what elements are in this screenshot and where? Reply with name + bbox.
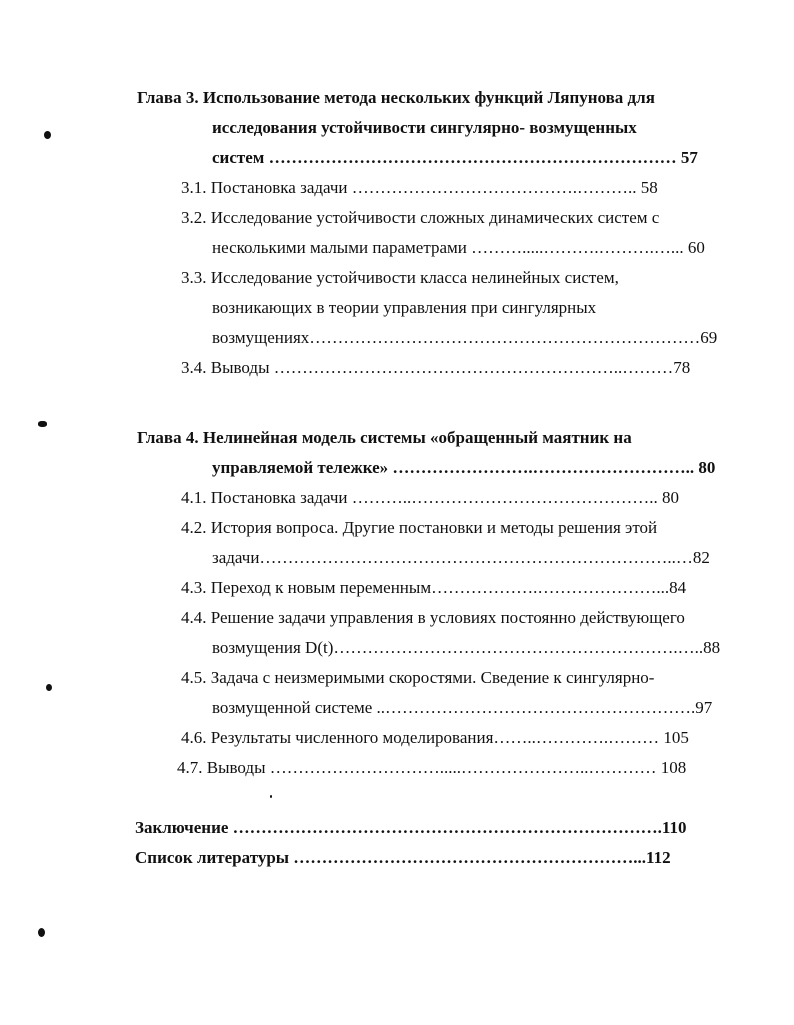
toc-entry-3-3-cont: возникающих в теории управления при сингулярных: [212, 298, 597, 317]
toc-entry-4-5-cont: возмущенной системе ..……………………………………………….97: [212, 698, 713, 717]
scan-mark-dot: [46, 684, 52, 691]
toc-entry-conclusion: Заключение ………………………………………………………………….110: [135, 818, 687, 837]
toc-entry-4-4-cont: возмущения D(t)…………………………………………………….…..88: [212, 638, 721, 657]
toc-entry-4-6: 4.6. Результаты численного моделирования……..………….……… 105: [181, 728, 689, 747]
toc-entry-3-3: 3.3. Исследование устойчивости класса нелинейных систем,: [181, 268, 619, 287]
toc-entry-3-2-cont: несколькими малыми параметрами ……….....……….……….…... 60: [212, 238, 705, 257]
scan-mark-dot: [38, 421, 47, 427]
toc-entry-3-3-cont-2: возмущениях……………………………………………………………69: [212, 328, 718, 347]
scan-mark-dot: [38, 928, 45, 937]
toc-entry-4-5: 4.5. Задача с неизмеримыми скоростями. Сведение к сингулярно-: [181, 668, 655, 687]
chapter-4-title-line-2: управляемой тележке» …………………….……………………….. 80: [212, 458, 716, 477]
chapter-3-heading: Глава 3. Использование метода нескольких функций Ляпунова для: [137, 88, 655, 107]
toc-entry-3-4: 3.4. Выводы ……………………………………………………..………78: [181, 358, 691, 377]
toc-entry-4-3: 4.3. Переход к новым переменным……………….…………………...84: [181, 578, 687, 597]
toc-entry-4-4: 4.4. Решение задачи управления в условиях постоянно действующего: [181, 608, 685, 627]
toc-entry-4-2-cont: задачи………………………………………………………………..…82: [212, 548, 710, 567]
toc-entry-references: Список литературы ……………………………………………………...112: [135, 848, 671, 867]
chapter-4-heading: Глава 4. Нелинейная модель системы «обращенный маятник на: [137, 428, 632, 447]
toc-entry-4-1: 4.1. Постановка задачи ………..…………………………………….. 80: [181, 488, 680, 507]
toc-entry-4-7: 4.7. Выводы ………………………….....…………………..………… 108: [177, 758, 687, 777]
scan-mark-speck: [270, 795, 272, 798]
chapter-3-title-line-3: систем ……………………………………………………………… 57: [212, 148, 698, 167]
scan-mark-dot: [44, 131, 51, 139]
toc-entry-3-2: 3.2. Исследование устойчивости сложных динамических систем с: [181, 208, 660, 227]
toc-entry-4-2: 4.2. История вопроса. Другие постановки и методы решения этой: [181, 518, 658, 537]
toc-entry-3-1: 3.1. Постановка задачи ………………………………….……….. 58: [181, 178, 658, 197]
chapter-3-title-line-2: исследования устойчивости сингулярно- возмущенных: [212, 118, 637, 137]
